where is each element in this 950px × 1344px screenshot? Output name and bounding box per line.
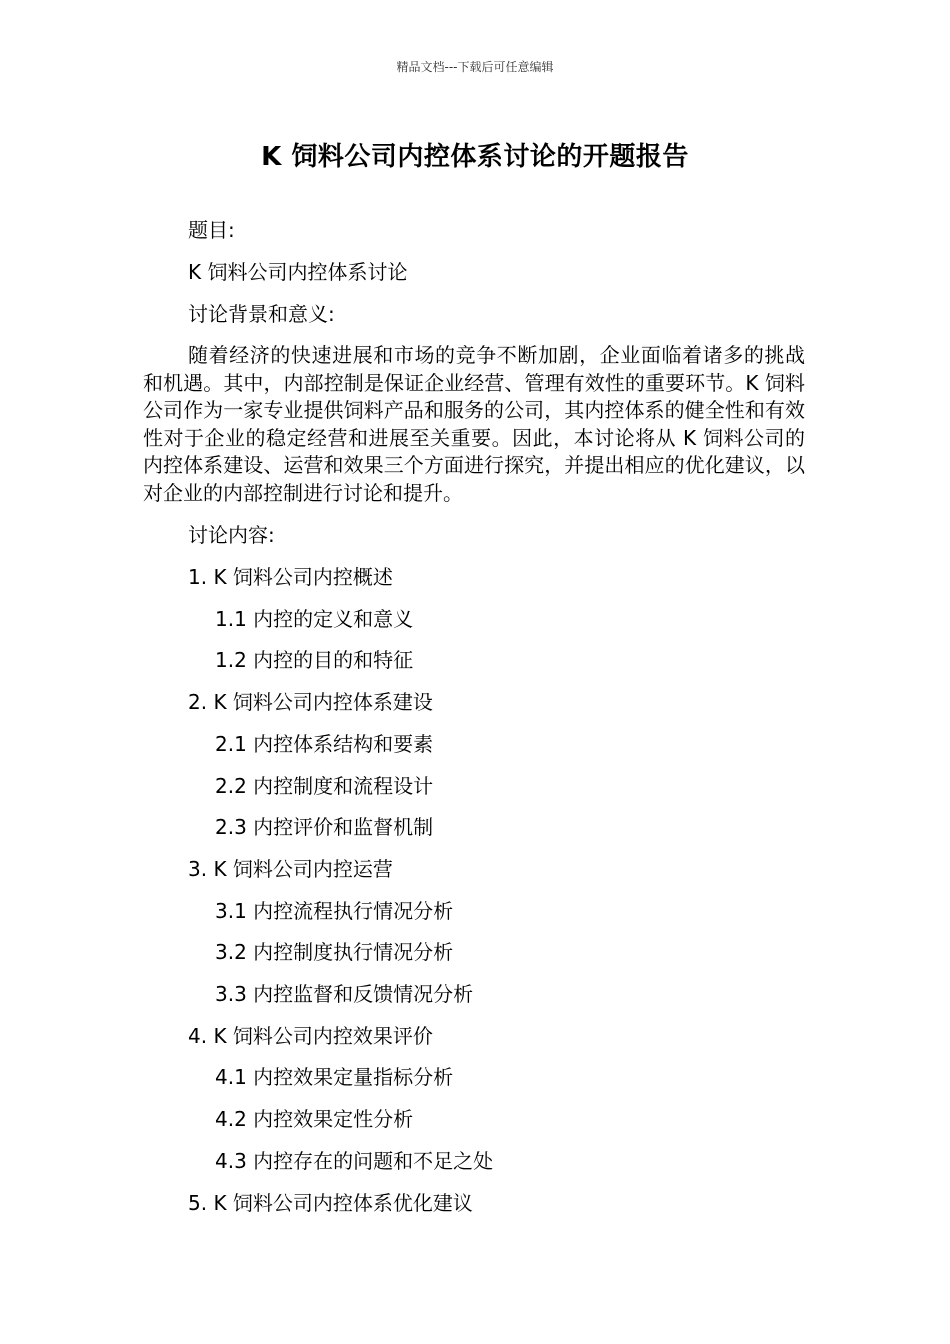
outline-subsection: 1.1 内控的定义和意义 xyxy=(215,607,414,631)
content-label: 讨论内容: xyxy=(188,523,275,547)
outline-section: 5. K 饲料公司内控体系优化建议 xyxy=(188,1191,473,1215)
outline-subsection: 2.2 内控制度和流程设计 xyxy=(215,774,434,798)
outline-section: 3. K 饲料公司内控运营 xyxy=(188,857,393,881)
outline-subsection: 4.2 内控效果定性分析 xyxy=(215,1107,414,1131)
outline-subsection: 4.1 内控效果定量指标分析 xyxy=(215,1065,454,1089)
outline-subsection: 1.2 内控的目的和特征 xyxy=(215,648,414,672)
outline-subsection: 2.3 内控评价和监督机制 xyxy=(215,815,434,839)
outline-subsection: 3.3 内控监督和反馈情况分析 xyxy=(215,982,474,1006)
outline-subsection: 3.2 内控制度执行情况分析 xyxy=(215,940,454,964)
outline-subsection: 3.1 内控流程执行情况分析 xyxy=(215,899,454,923)
page-title: K 饲料公司内控体系讨论的开题报告 xyxy=(261,142,689,172)
outline-section: 4. K 饲料公司内控效果评价 xyxy=(188,1024,433,1048)
background-label: 讨论背景和意义: xyxy=(188,302,335,326)
outline-subsection: 4.3 内控存在的问题和不足之处 xyxy=(215,1149,494,1173)
background-paragraph: 随着经济的快速进展和市场的竞争不断加剧，企业面临着诸多的挑战和机遇。其中，内部控制是保证企业经营、管理有效性的重要环节。K 饲料公司作为一家专业提供饲料产品和服务的公司，其内控体系的健全性和有效性对于企业的稳定经营和进展至关重要。因此，本讨论将从 K 饲料公司的内控体系建设、运营和效果三个方面进行探究，并提出相应的优化建议，以对企业的内部控制进行讨论和提升。 xyxy=(143,343,805,505)
outline-section: 1. K 饲料公司内控概述 xyxy=(188,565,393,589)
header-note: 精品文档---下载后可任意编辑 xyxy=(396,60,554,74)
outline-section: 2. K 饲料公司内控体系建设 xyxy=(188,690,433,714)
outline-subsection: 2.1 内控体系结构和要素 xyxy=(215,732,434,756)
topic-value: K 饲料公司内控体系讨论 xyxy=(188,260,408,284)
topic-label: 题目: xyxy=(188,218,235,242)
